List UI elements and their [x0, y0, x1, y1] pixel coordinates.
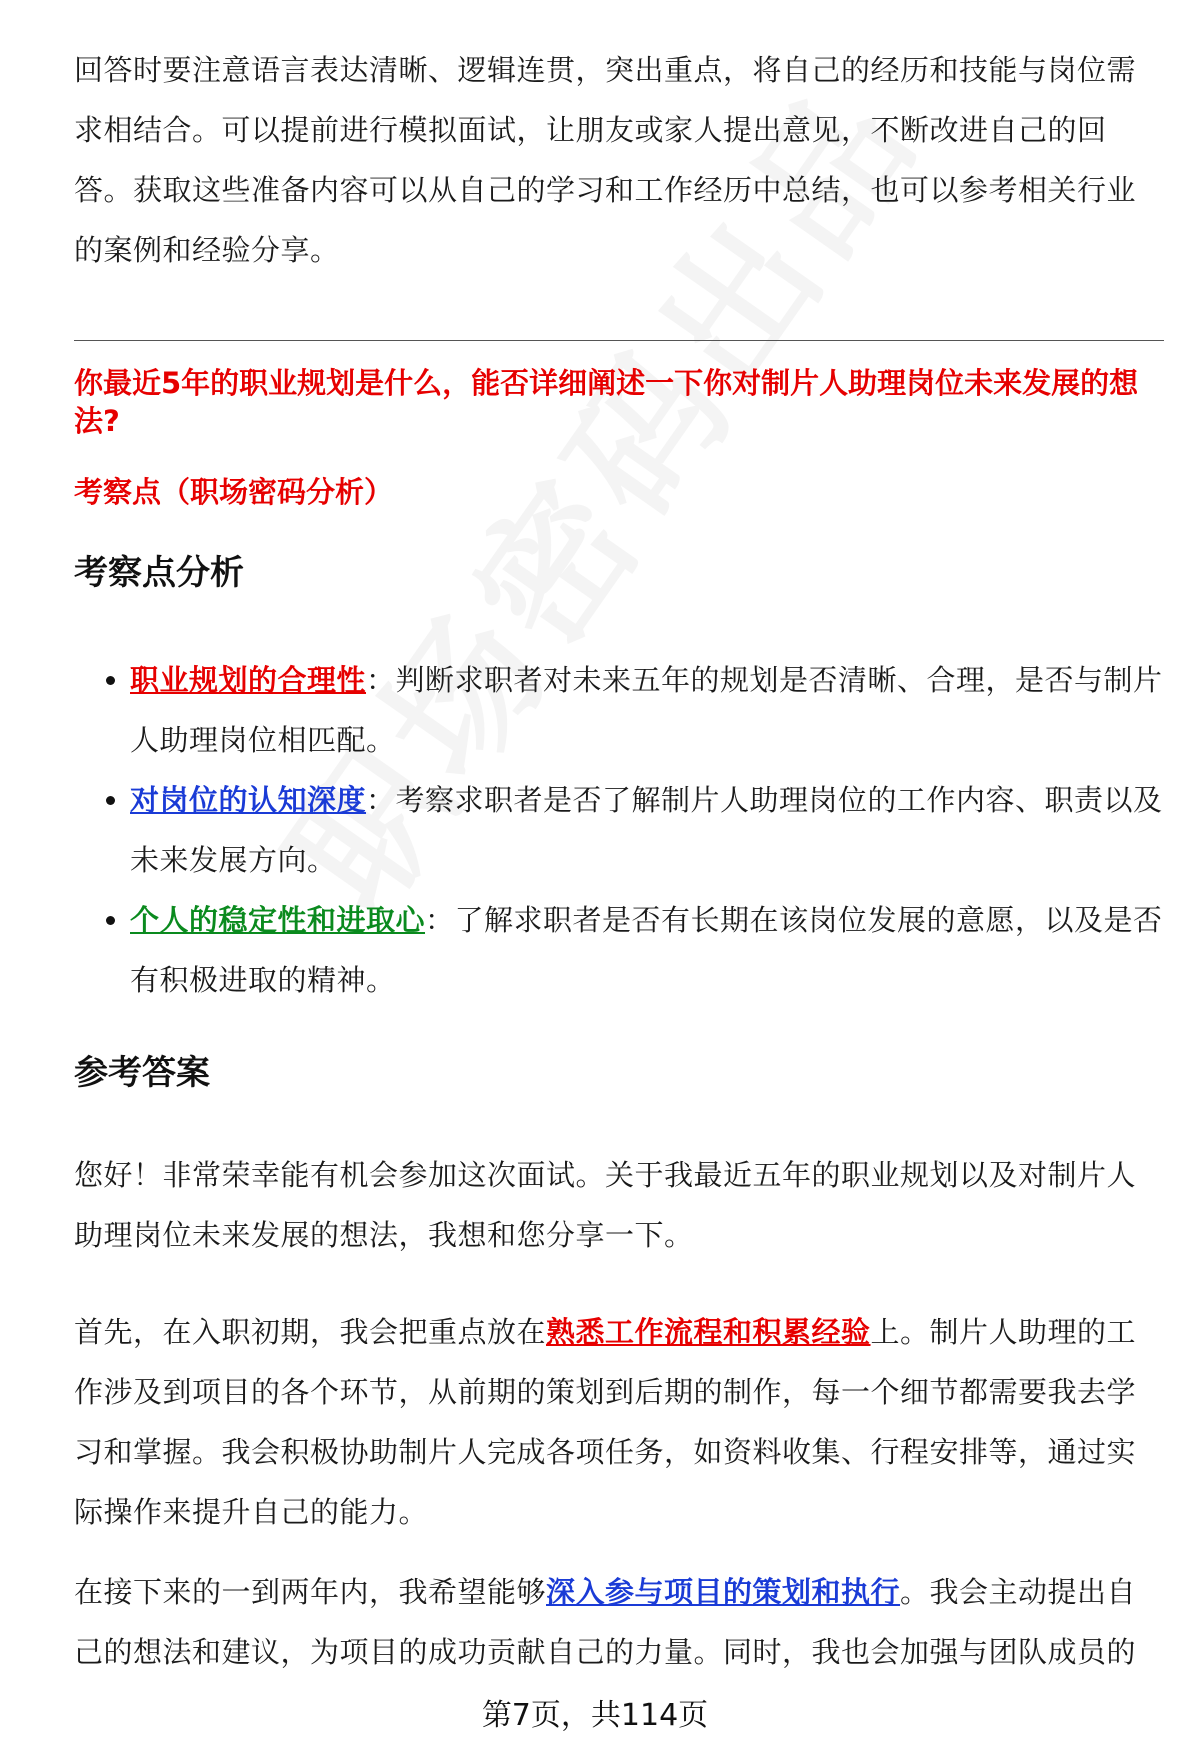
intro-paragraph: 回答时要注意语言表达清晰、逻辑连贯，突出重点，将自己的经历和技能与岗位需求相结合。可以提前进行模拟面试，让朋友或家人提出意见，不断改进自己的回答。获取这些准备内容可以从自己的学习和工作经历中总结，也可以参考相关行业的案例和经验分享。: [74, 53, 1137, 267]
list-item: [74, 650, 1164, 770]
analysis-heading: 考察点分析: [74, 553, 244, 593]
intro-block: [74, 40, 1164, 280]
answer-text: 首先，在入职初期，我会把重点放在: [74, 1315, 547, 1349]
key-phrase-link[interactable]: 熟悉工作流程和积累经验: [546, 1315, 871, 1349]
answer-heading: 参考答案: [74, 1053, 210, 1093]
question-title: 你最近5年的职业规划是什么，能否详细阐述一下你对制片人助理岗位未来发展的想法?: [74, 366, 1139, 438]
list-item: [74, 890, 1164, 1010]
key-point-link[interactable]: 职业规划的合理性: [130, 663, 367, 697]
analysis-list: [74, 650, 1164, 1010]
section-divider: [74, 340, 1164, 341]
answer-text: 上。制片人助理的工作涉及到项目的各个环节，从前期的策划到后期的制作，每一个细节都需要我去学习和掌握。我会积极协助制片人完成各项任务，如资料收集、行程安排等，通过实际操作来提升自己的能力。: [74, 1315, 1137, 1529]
answer-text: 在接下来的一到两年内，我希望能够: [74, 1575, 547, 1609]
key-phrase-link[interactable]: 深入参与项目的策划和执行: [546, 1575, 901, 1609]
key-point-link[interactable]: 对岗位的认知深度: [130, 783, 367, 817]
bullet-dot-icon: [106, 916, 115, 925]
answer-text: 您好！非常荣幸能有机会参加这次面试。关于我最近五年的职业规划以及对制片人助理岗位未来发展的想法，我想和您分享一下。: [74, 1158, 1137, 1252]
key-point-link[interactable]: 个人的稳定性和进取心: [130, 903, 426, 937]
answer-text: 。我会主动提出自己的想法和建议，为项目的成功贡献自己的力量。同时，我也会加强与团队成员的: [74, 1575, 1137, 1669]
answer-paragraph-1: [74, 1145, 1164, 1265]
exam-point-label: 考察点（职场密码分析）: [74, 475, 394, 509]
answer-paragraph-2: [74, 1302, 1164, 1542]
page-footer: 第7页，共114页: [481, 1698, 709, 1733]
answer-paragraph-3: [74, 1562, 1164, 1682]
list-item: [74, 770, 1164, 890]
list-item-text: ：考察求职者是否了解制片人助理岗位的工作内容、职责以及未来发展方向。: [130, 783, 1163, 877]
list-item-text: ：判断求职者对未来五年的规划是否清晰、合理，是否与制片人助理岗位相匹配。: [130, 663, 1163, 757]
bullet-dot-icon: [106, 796, 115, 805]
bullet-dot-icon: [106, 676, 115, 685]
list-item-text: ：了解求职者是否有长期在该岗位发展的意愿，以及是否有积极进取的精神。: [130, 903, 1163, 997]
